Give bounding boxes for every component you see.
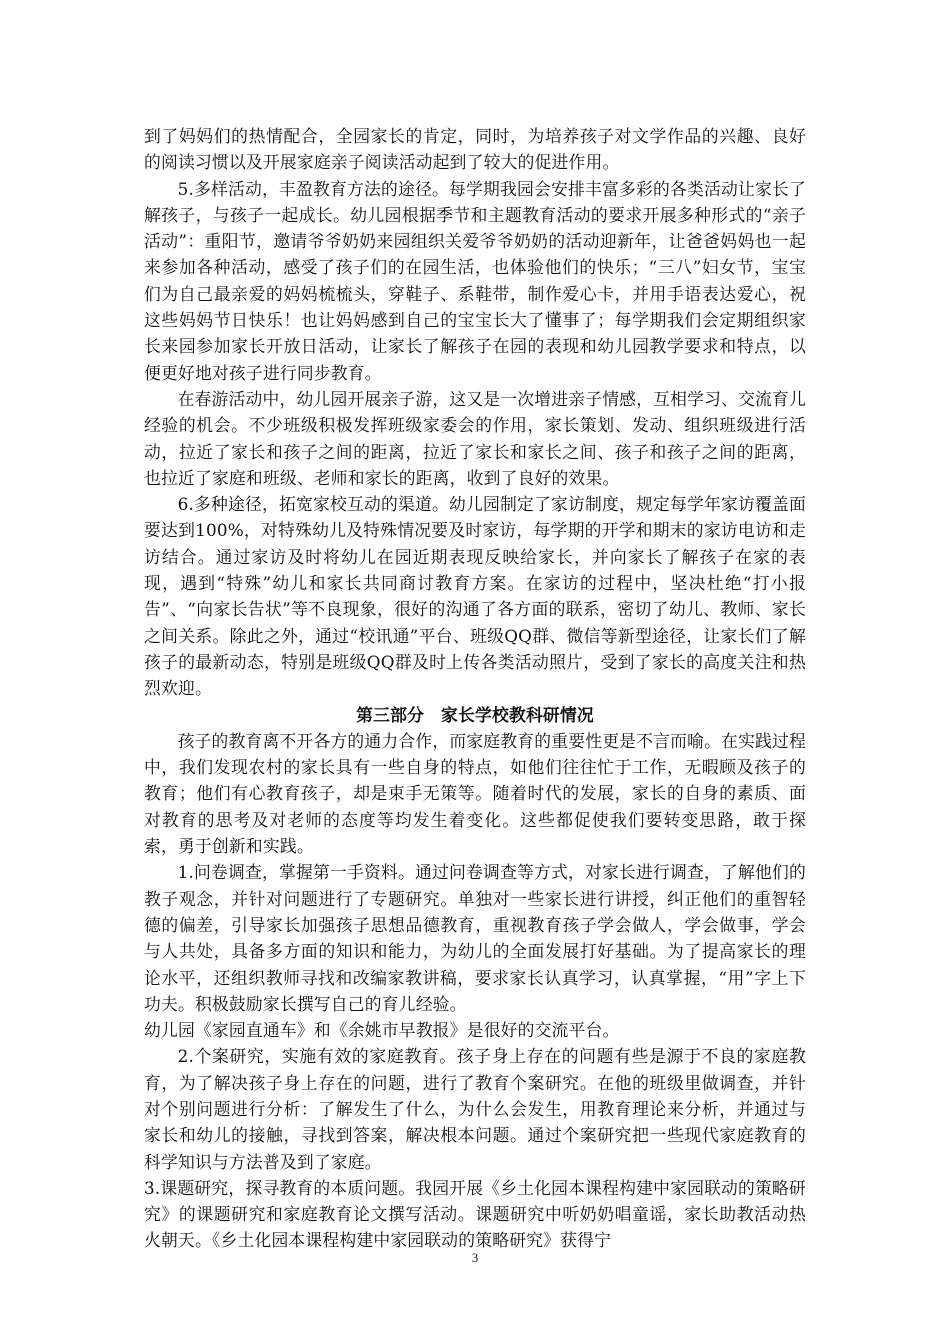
paragraph: 5.多样活动，丰盈教育方法的途径。每学期我园会安排丰富多彩的各类活动让家长了解孩子，与孩子一起成长。幼儿园根据季节和主题教育活动的要求开展多种形式的“亲子活动”：重阳节，邀请爷爷奶奶来园组织关爱爷爷奶奶的活动迎新年，让爸爸妈妈也一起来参加各种活动，感受了孩子们的在园生活，也体验他们的快乐；“三八”妇女节，宝宝们为自己最亲爱的妈妈梳梳头，穿鞋子、系鞋带，制作爱心卡，并用手语表达爱心，祝这些妈妈节日快乐！也让妈妈感到自己的宝宝长大了懂事了；每学期我们会定期组织家长来园参加家长开放日活动，让家长了解孩子在园的表现和幼儿园教学要求和特点，以便更好地对孩子进行同步教育。 xyxy=(144,178,806,383)
paragraph: 在春游活动中，幼儿园开展亲子游，这又是一次增进亲子情感，互相学习、交流育儿经验的机会。不少班级积极发挥班级家委会的作用，家长策划、发动、组织班级进行活动，拉近了家长和孩子之间的距离，拉近了家长和家长之间、孩子和孩子之间的距离，也拉近了家庭和班级、老师和家长的距离，收到了良好的效果。 xyxy=(144,388,806,488)
paragraph: 2.个案研究，实施有效的家庭教育。孩子身上存在的问题有些是源于不良的家庭教育，为了解决孩子身上存在的问题，进行了教育个案研究。在他的班级里做调查，并针对个别问题进行分析：了解发生了什么，为什么会发生，用教育理论来分析，并通过与家长和幼儿的接触，寻找到答案，解决根本问题。通过个案研究把一些现代家庭教育的科学知识与方法普及到了家庭。 xyxy=(144,1046,806,1172)
paragraph: 6.多种途径，拓宽家校互动的渠道。幼儿园制定了家访制度，规定每学年家访覆盖面要达到100%，对特殊幼儿及特殊情况要及时家访，每学期的开学和期末的家访电访和走访结合。通过家访及时将幼儿在园近期表现反映给家长，并向家长了解孩子在家的表现，遇到“特殊”幼儿和家长共同商讨教育方案。在家访的过程中，坚决杜绝“打小报告”、“向家长告状”等不良现象，很好的沟通了各方面的联系，密切了幼儿、教师、家长之间关系。除此之外，通过“校讯通”平台、班级QQ群、微信等新型途径，让家长们了解孩子的最新动态，特别是班级QQ群及时上传各类活动照片，受到了家长的高度关注和热烈欢迎。 xyxy=(144,494,806,699)
paragraph: 孩子的教育离不开各方的通力合作，而家庭教育的重要性更是不言而喻。在实践过程中，我们发现农村的家长具有一些自身的特点，如他们往往忙于工作，无暇顾及孩子的教育；他们有心教育孩子，却是束手无策等。随着时代的发展，家长的自身的素质、面对教育的思考及对老师的态度等均发生着变化。这些都促使我们要转变思路，敢于探索，勇于创新和实践。 xyxy=(144,730,806,857)
paragraph: 幼儿园《家园直通车》和《余姚市早教报》是很好的交流平台。 xyxy=(144,1020,620,1041)
paragraph: 到了妈妈们的热情配合，全园家长的肯定，同时，为培养孩子对文学作品的兴趣、良好的阅读习惯以及开展家庭亲子阅读活动起到了较大的促进作用。 xyxy=(144,126,806,173)
paragraph: 3.课题研究，探寻教育的本质问题。我园开展《乡土化园本课程构建中家园联动的策略研究》的课题研究和家庭教育论文撰写活动。课题研究中听奶奶唱童谣，家长助教活动热火朝天。《乡土化园本课程构建中家园联动的策略研究》获得宁 xyxy=(144,1177,806,1251)
paragraph: 1.问卷调查，掌握第一手资料。通过问卷调查等方式，对家长进行调查，了解他们的教子观念，并针对问题进行了专题研究。单独对一些家长进行讲授，纠正他们的重智轻德的偏差，引导家长加强孩子思想品德教育，重视教育孩子学会做人，学会做事，学会与人共处，具备多方面的知识和能力，为幼儿的全面发展打好基础。为了提高家长的理论水平，还组织教师寻找和改编家教讲稿，要求家长认真学习，认真掌握，“用”字上下功夫。积极鼓励家长撰写自己的育儿经验。 xyxy=(144,862,806,1014)
section-heading: 第三部分 家长学校教科研情况 xyxy=(356,704,594,725)
page-number: 3 xyxy=(471,1250,479,1265)
document-body xyxy=(144,123,806,1254)
